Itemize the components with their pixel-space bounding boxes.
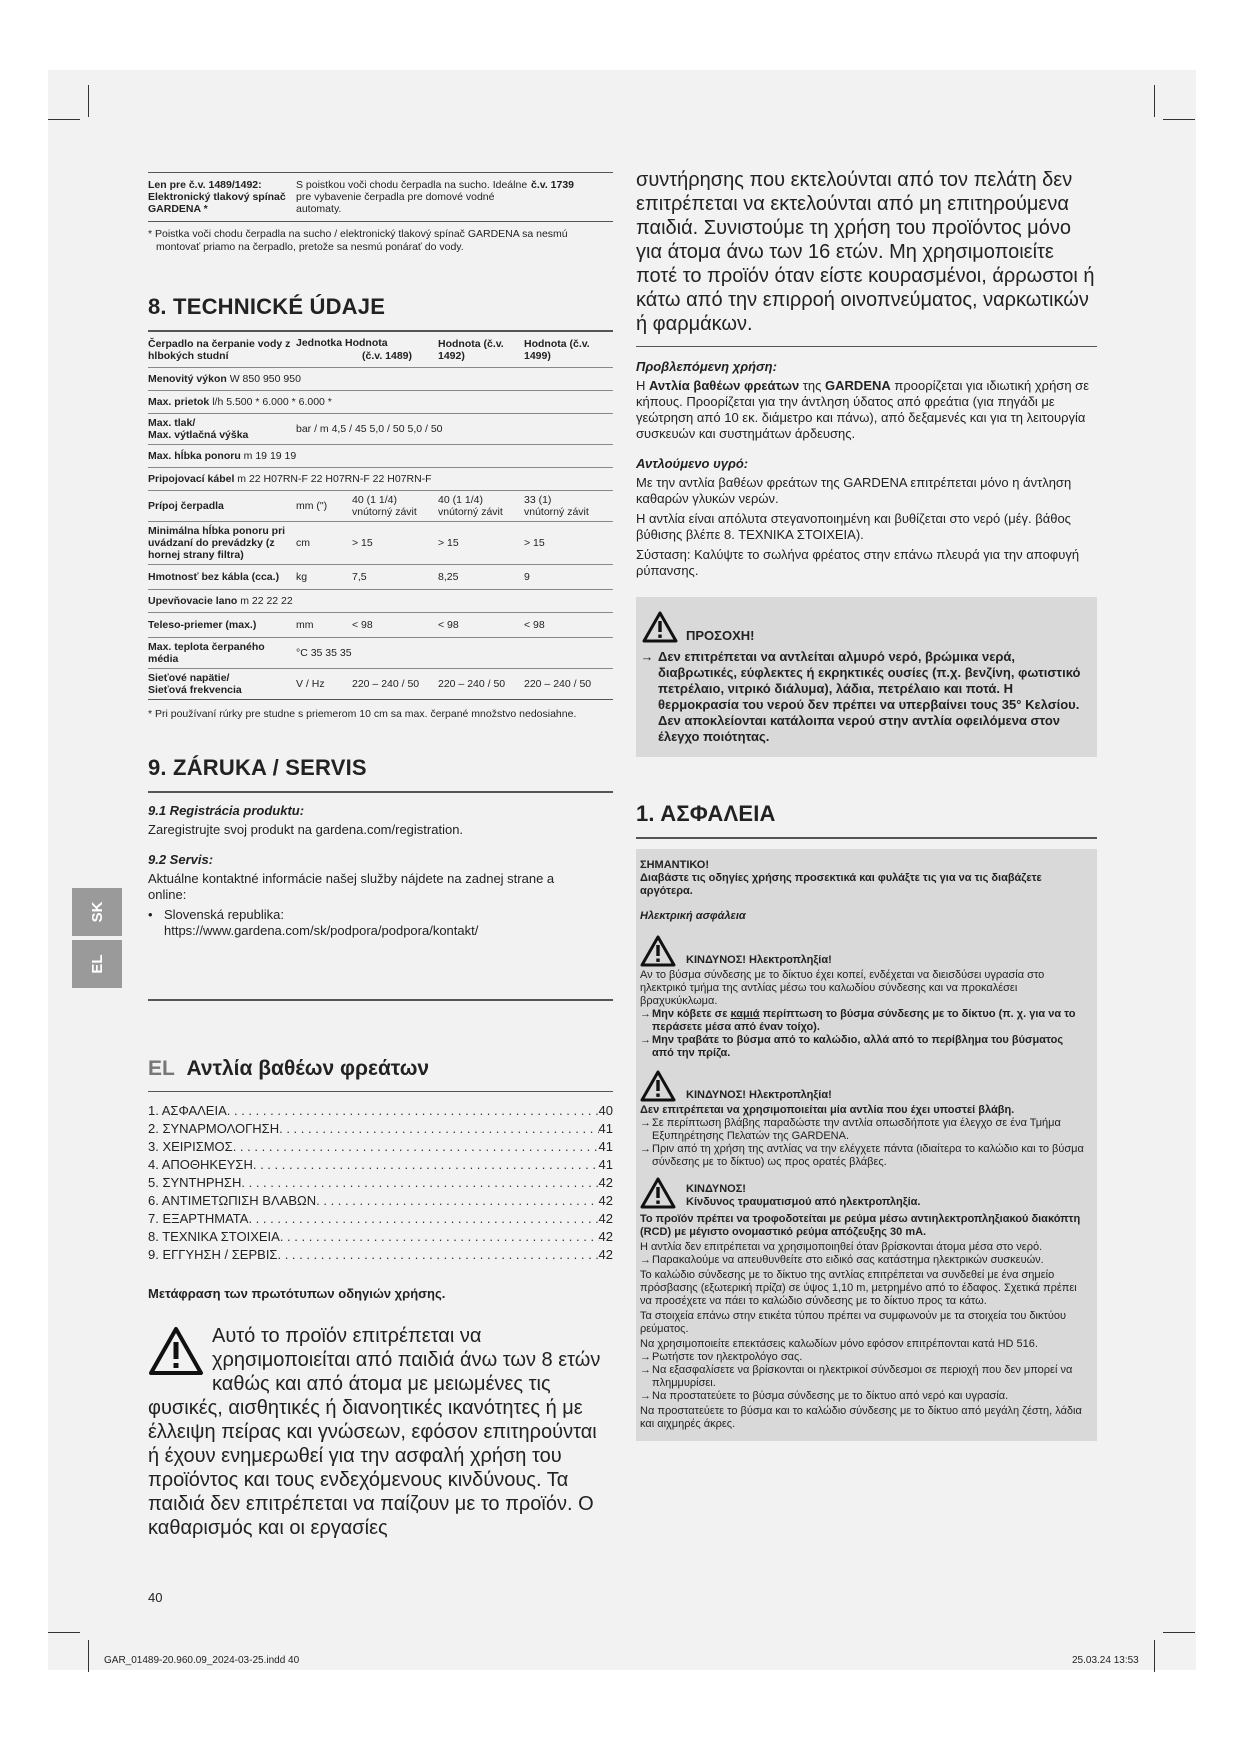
tech-row: Max. tlak/ Max. výtlačná výška bar / m 4,5 / 45 5,0 / 50 5,0 / 50 xyxy=(148,414,613,445)
medium-subheading: Αντλούμενο υγρό: xyxy=(636,456,749,471)
el-title xyxy=(148,1057,613,1081)
th-unit: Jednotka Hodnota xyxy=(296,337,388,349)
toc-leader xyxy=(227,1102,599,1120)
service-text: Aktuálne kontaktné informácie našej služby nájdete na zadnej strane a online: xyxy=(148,871,555,902)
danger-action: → Να εξασφαλίσετε να βρίσκονται οι ηλεκτρικοί σύνδεσμοι σε περιοχή που δεν μπορεί να πλημμυρίσει. xyxy=(640,1364,1073,1389)
toc-leader xyxy=(279,1120,598,1138)
tab-label: EL xyxy=(88,954,106,974)
caution-box xyxy=(636,597,1097,757)
accessory-row xyxy=(148,173,613,222)
el-title-code: EL xyxy=(148,1057,175,1080)
tech-row: Sieťové napätie/ Sieťová frekvencia V / Hz 220 – 240 / 50 220 – 240 / 50 220 – 240 / 50 xyxy=(148,669,613,700)
toc-label: 8. ΤΕΧΝΙΚΑ ΣΤΟΙΧΕΙΑ xyxy=(148,1229,280,1244)
toc-label: 5. ΣΥΝΤΗΡΗΣΗ xyxy=(148,1175,242,1190)
warning-icon xyxy=(640,1070,676,1102)
language-tab-sk xyxy=(72,888,122,936)
warning-icon xyxy=(640,1177,676,1209)
warning-icon xyxy=(640,935,676,967)
danger-action: → Να προστατεύετε το βύσμα σύνδεσης με το δίκτυο από νερό και υγρασία. xyxy=(640,1390,1009,1402)
tech-row: Prípoj čerpadla mm (") 40 (1 1/4) vnútorný závit 40 (1 1/4) vnútorný závit 33 (1) vnútorný závit xyxy=(148,491,613,522)
toc-page: 40 xyxy=(598,1103,613,1118)
tab-label: SK xyxy=(88,901,106,923)
toc-entry[interactable] xyxy=(148,1192,613,1210)
crop-mark xyxy=(48,1632,80,1633)
danger-text: Τα στοιχεία επάνω στην ετικέτα τύπου πρέπει να συμφωνούν με τα στοιχεία του δικτύου ρεύματος. xyxy=(640,1310,1066,1335)
danger-action: → Μην κόβετε σε καμιά περίπτωση το βύσμα σύνδεσης με το δίκτυο (π. χ. για να το περάσετε μέσα από έναν τοίχο). xyxy=(640,1008,1076,1033)
intended-use-text: Η Αντλία βαθέων φρεάτων της GARDENA προορίζεται για ιδιωτική χρήση σε κήπους. Προορίζεται για την άντληση ύδατος από φρεάτια (για πηγάδι με γεώτρηση από 10 εκ. διάμετρο και πάνω), από δεξαμενές και για τη λειτουργία συσκευών και συστημάτων άρδευσης. xyxy=(636,378,1089,441)
danger-text: Να προστατεύετε το βύσμα και το καλώδιο σύνδεσης με το δίκτυο από μεγάλη ζέστη, λάδια και αιχμηρές άκρες. xyxy=(640,1405,1082,1430)
danger-text: Η αντλία δεν επιτρέπεται να χρησιμοποιηθεί όταν βρίσκονται άτομα μέσα στο νερό. xyxy=(640,1241,1043,1253)
toc-leader xyxy=(248,1210,598,1228)
tech-row: Max. teplota čerpaného média °C 35 35 35 xyxy=(148,638,613,669)
service-subheading: 9.2 Servis: xyxy=(148,852,214,867)
toc-page: 42 xyxy=(598,1175,613,1190)
crop-mark xyxy=(1163,119,1195,120)
toc-page: 42 xyxy=(598,1247,613,1262)
electrical-safety-subheading: Ηλεκτρική ασφάλεια xyxy=(640,910,746,922)
danger-text: Το προϊόν πρέπει να τροφοδοτείται με ρεύμα μέσω αντιηλεκτροπληξιακού διακόπτη (RCD) με μέγιστο ονομαστικό ρεύμα απόζευξης 30 mA. xyxy=(640,1213,1081,1238)
tech-row: Pripojovací kábel m 22 H07RN-F 22 H07RN-F 22 H07RN-F xyxy=(148,468,613,491)
toc-label: 7. ΕΞΑΡΤΗΜΑΤΑ xyxy=(148,1211,249,1226)
toc-page: 42 xyxy=(598,1211,613,1226)
tech-row: Teleso-priemer (max.) mm < 98 < 98 < 98 xyxy=(148,613,613,638)
accessory-desc: S poistkou voči chodu čerpadla na sucho. Ideálne pre vybavenie čerpadla pre domové vodné automaty. xyxy=(296,179,528,215)
service-bullet: • Slovenská republika: https://www.gardena.com/sk/podpora/podpora/kontakt/ xyxy=(148,907,479,938)
toc-entry[interactable] xyxy=(148,1156,613,1174)
toc-label: 1. ΑΣΦΑΛΕΙΑ xyxy=(148,1103,227,1118)
tech-row: Minimálna hĺbka ponoru pri uvádzaní do prevádzky (z hornej strany filtra) cm > 15 > 15 > 15 xyxy=(148,522,613,565)
toc-page: 41 xyxy=(598,1139,613,1154)
accessory-name: Len pre č.v. 1489/1492: Elektronický tlakový spínač GARDENA * xyxy=(148,179,286,215)
caution-text-row: → Δεν επιτρέπεται να αντλείται αλμυρό νερό, βρώμικα νερά, διαβρωτικές, εύφλεκτες ή εκρηκτικές ουσίες (π.χ. βενζίνη, φωτιστικό πετρέλαιο, νιτρικό διάλυμα), λάδια, πετρέλαιο και ποτά. Η θερμοκρασία του νερού δεν πρέπει να υπερβαίνει τους 35° Κελσίου. Δεν αποκλείονται κατάλοιπα νερού στην αντλία οφειλόμενα στον έλεγχο ποιότητας. xyxy=(636,649,1087,745)
medium-text: Με την αντλία βαθέων φρεάτων της GARDENA επιτρέπεται μόνο η άντληση καθαρών γλυκών νερών. xyxy=(636,475,1072,506)
toc-label: 6. ΑΝΤΙΜΕΤΩΠΙΣΗ ΒΛΑΒΩΝ xyxy=(148,1193,317,1208)
service-url[interactable]: https://www.gardena.com/sk/podpora/podpora/kontakt/ xyxy=(164,923,479,938)
caution-header xyxy=(642,611,1087,643)
safety-box xyxy=(636,849,1097,1441)
toc-label: 4. ΑΠΟΘΗΚΕΥΣΗ xyxy=(148,1157,253,1172)
danger-subtitle: Κίνδυνος τραυματισμού από ηλεκτροπληξία. xyxy=(686,1196,921,1208)
toc-entry[interactable] xyxy=(148,1246,613,1264)
danger-action: → Παρακαλούμε να απευθυνθείτε στο ειδικό σας κατάστημα ηλεκτρικών συσκευών. xyxy=(640,1254,1044,1266)
toc-leader xyxy=(233,1138,599,1156)
tech-row: Max. hĺbka ponoru m 19 19 19 xyxy=(148,445,613,468)
el-title-name: Αντλία βαθέων φρεάτων xyxy=(186,1057,430,1080)
th-1499: Hodnota (č.v. 1499) xyxy=(524,337,590,362)
important-title: ΣΗΜΑΝΤΙΚΟ! xyxy=(640,859,710,871)
child-safety-warning xyxy=(148,1324,613,1540)
danger-text: Αν το βύσμα σύνδεσης με το δίκτυο έχει κοπεί, ενδέχεται να διεισδύσει υγρασία στο ηλεκτρικό τμήμα της αντλίας μέσω του καλωδίου σύνδεσης και να προκαλέσει βραχυκύκλωμα. xyxy=(640,969,1045,1007)
toc-entry[interactable] xyxy=(148,1174,613,1192)
registration-text: Zaregistrujte svoj produkt na gardena.com/registration. xyxy=(148,822,464,837)
toc-page: 42 xyxy=(598,1193,613,1208)
danger-header xyxy=(640,1177,1087,1209)
toc-leader xyxy=(280,1228,599,1246)
toc-leader xyxy=(241,1174,598,1192)
th-pump: Čerpadlo na čerpanie vody z hlbokých studní xyxy=(148,337,291,362)
danger-text: Το καλώδιο σύνδεσης με το δίκτυο της αντλίας επιτρέπεται να συνδεθεί με ένα σημείο πρόσβασης (εξωτερική πρίζα) σε ύψος 1,10 m, μετρημένο από το έδαφος. Σχετικά πρέπει να προσέχετε να πάει το καλώδιο σύνδεσης με το δίκτυο προς τα κάτω. xyxy=(640,1269,1077,1307)
medium-text: Σύσταση: Καλύψτε το σωλήνα φρέατος στην επάνω πλευρά για την αποφυγή ρύπανσης. xyxy=(636,547,1080,578)
footer-file: GAR_01489-20.960.09_2024-03-25.indd 40 xyxy=(104,1655,300,1666)
toc-entry[interactable] xyxy=(148,1228,613,1246)
intended-use-subheading: Προβλεπόμενη χρήση: xyxy=(636,359,777,374)
warranty-heading: 9. ZÁRUKA / SERVIS xyxy=(148,755,367,780)
danger-title: ΚΙΝΔΥΝΟΣ! xyxy=(686,1183,746,1195)
country-label: Slovenská republika: xyxy=(164,907,284,922)
th-1489: (č.v. 1489) xyxy=(362,350,413,362)
tech-row: Hmotnosť bez kábla (cca.) kg 7,5 8,25 9 xyxy=(148,565,613,590)
medium-text: Η αντλία είναι απόλυτα στεγανοποιημένη και βυθίζεται στο νερό (μέγ. βάθος βύθισης βλέπε 8. ΤΕΧΝΙΚΑ ΣΤΟΙΧΕΙΑ). xyxy=(636,511,1071,542)
caution-title: ΠΡΟΣΟΧΗ! xyxy=(686,628,755,643)
registration-subheading: 9.1 Registrácia produktu: xyxy=(148,803,305,818)
toc-page: 42 xyxy=(598,1229,613,1244)
accessory-art-no: č.v. 1739 xyxy=(531,179,575,191)
warning-icon xyxy=(148,1326,204,1376)
danger-text: Δεν επιτρέπεται να χρησιμοποιείται μία αντλία που έχει υποστεί βλάβη. xyxy=(640,1104,1015,1116)
tech-row: Menovitý výkon W 850 950 950 xyxy=(148,368,613,391)
toc-label: 9. ΕΓΓΥΗΣΗ / ΣΕΡΒΙΣ xyxy=(148,1247,278,1262)
page-number: 40 xyxy=(148,1590,163,1605)
th-1492: Hodnota (č.v. 1492) xyxy=(438,337,504,362)
toc-page: 41 xyxy=(598,1157,613,1172)
tech-table-header xyxy=(148,332,613,368)
toc-label: 3. ΧΕΙΡΙΣΜΟΣ xyxy=(148,1139,233,1154)
toc-leader xyxy=(277,1246,598,1264)
toc-entry[interactable] xyxy=(148,1102,613,1120)
warning-icon xyxy=(642,611,678,643)
safety-heading: 1. ΑΣΦΑΛΕΙΑ xyxy=(636,801,776,826)
crop-mark xyxy=(88,85,89,117)
toc-entry[interactable] xyxy=(148,1138,613,1156)
toc-leader xyxy=(253,1156,599,1174)
footer-date: 25.03.24 13:53 xyxy=(1072,1655,1139,1666)
accessory-footnote: * Poistka voči chodu čerpadla na sucho / elektronický tlakový spínač GARDENA sa nesmú montovať priamo na čerpadlo, pretože sa nesmú ponárať do vody. xyxy=(148,228,568,253)
danger-header xyxy=(640,935,1087,967)
danger-action: → Μην τραβάτε το βύσμα από το καλώδιο, αλλά από το περίβλημα του βύσματος από την πρίζα. xyxy=(640,1034,1064,1059)
danger-text: Να χρησιμοποιείτε επεκτάσεις καλωδίων μόνο εφόσον επιτρέπονται κατά HD 516. xyxy=(640,1338,1038,1350)
translation-note: Μετάφραση των πρωτότυπων οδηγιών χρήσης. xyxy=(148,1286,446,1301)
child-safety-text-cont: συντήρησης που εκτελούνται από τον πελάτη δεν επιτρέπεται να εκτελούνται από μη επιτηρούμενα παιδιά. Συνιστούμε τη χρήση του προϊόντος μόνο για άτομα άνω των 16 ετών. Μη χρησιμοποιείτε ποτέ το προϊόν όταν είστε κουρασμένοι, άρρωστοι ή κάτω από την επιρροή οινοπνεύματος, ναρκωτικών ή φαρμάκων. xyxy=(636,169,1095,335)
child-safety-text: Αυτό το προϊόν επιτρέπεται να χρησιμοποιείται από παιδιά άνω των 8 ετών καθώς και από άτομα με μειωμένες τις φυσικές, αισθητικές ή διανοητικές ικανότητες ή με έλλειψη πείρας και γνώσεων, εφόσον επιτηρούνται ή έχουν ενημερωθεί για την ασφαλή χρήση του προϊόντος και τους ενδεχόμενους κινδύνους. Τα παιδιά δεν επιτρέπεται να παίζουν με το προϊόν. Ο καθαρισμός και οι εργασίες xyxy=(148,1325,601,1539)
crop-mark xyxy=(1154,85,1155,117)
toc-leader xyxy=(316,1192,598,1210)
left-column xyxy=(148,172,613,1540)
toc-page: 41 xyxy=(598,1121,613,1136)
danger-action: → Πριν από τη χρήση της αντλίας να την ελέγχετε πάντα (ιδιαίτερα το καλώδιο και το βύσμα σύνδεσης με το δίκτυο) ως προς ορατές βλάβες. xyxy=(640,1143,1084,1168)
table-of-contents xyxy=(148,1102,613,1264)
crop-mark xyxy=(1163,1632,1195,1633)
crop-mark xyxy=(88,1640,89,1672)
danger-action: → Σε περίπτωση βλάβης παραδώστε την αντλία οπωσδήποτε για έλεγχο σε ένα Τμήμα Εξυπηρέτησης Πελατών της GARDENA. xyxy=(640,1117,1061,1142)
right-column xyxy=(636,168,1097,1441)
danger-title: ΚΙΝΔΥΝΟΣ! Ηλεκτροπληξία! xyxy=(686,1089,832,1101)
tech-row: Upevňovacie lano m 22 22 22 xyxy=(148,590,613,613)
important-text: Διαβάστε τις οδηγίες χρήσης προσεκτικά και φυλάξτε τις για να τις διαβάζετε αργότερα. xyxy=(640,872,1042,897)
toc-entry[interactable] xyxy=(148,1210,613,1228)
tech-row: Max. prietok l/h 5.500 * 6.000 * 6.000 * xyxy=(148,391,613,414)
danger-action: → Ρωτήστε τον ηλεκτρολόγο σας. xyxy=(640,1351,803,1363)
tech-footnote: * Pri používaní rúrky pre studne s priemerom 10 cm sa max. čerpané množstvo nedosiahne. xyxy=(148,708,577,720)
toc-entry[interactable] xyxy=(148,1120,613,1138)
language-tab-el xyxy=(72,940,122,988)
tech-table xyxy=(148,332,613,700)
crop-mark xyxy=(48,119,80,120)
danger-header xyxy=(640,1070,1087,1102)
crop-mark xyxy=(1154,1640,1155,1672)
danger-title: ΚΙΝΔΥΝΟΣ! Ηλεκτροπληξία! xyxy=(686,954,832,966)
caution-text: Δεν επιτρέπεται να αντλείται αλμυρό νερό, βρώμικα νερά, διαβρωτικές, εύφλεκτες ή εκρηκτικές ουσίες (π.χ. βενζίνη, φωτιστικό πετρέλαιο, νιτρικό διάλυμα), λάδια, πετρέλαιο και ποτά. Η θερμοκρασία του νερού δεν πρέπει να υπερβαίνει τους 35° Κελσίου. Δεν αποκλείονται κατάλοιπα νερού στην αντλία οφειλόμενα στον έλεγχο ποιότητας. xyxy=(658,649,1081,744)
tech-heading: 8. TECHNICKÉ ÚDAJE xyxy=(148,294,386,319)
toc-label: 2. ΣΥΝΑΡΜΟΛΟΓΗΣΗ xyxy=(148,1121,280,1136)
